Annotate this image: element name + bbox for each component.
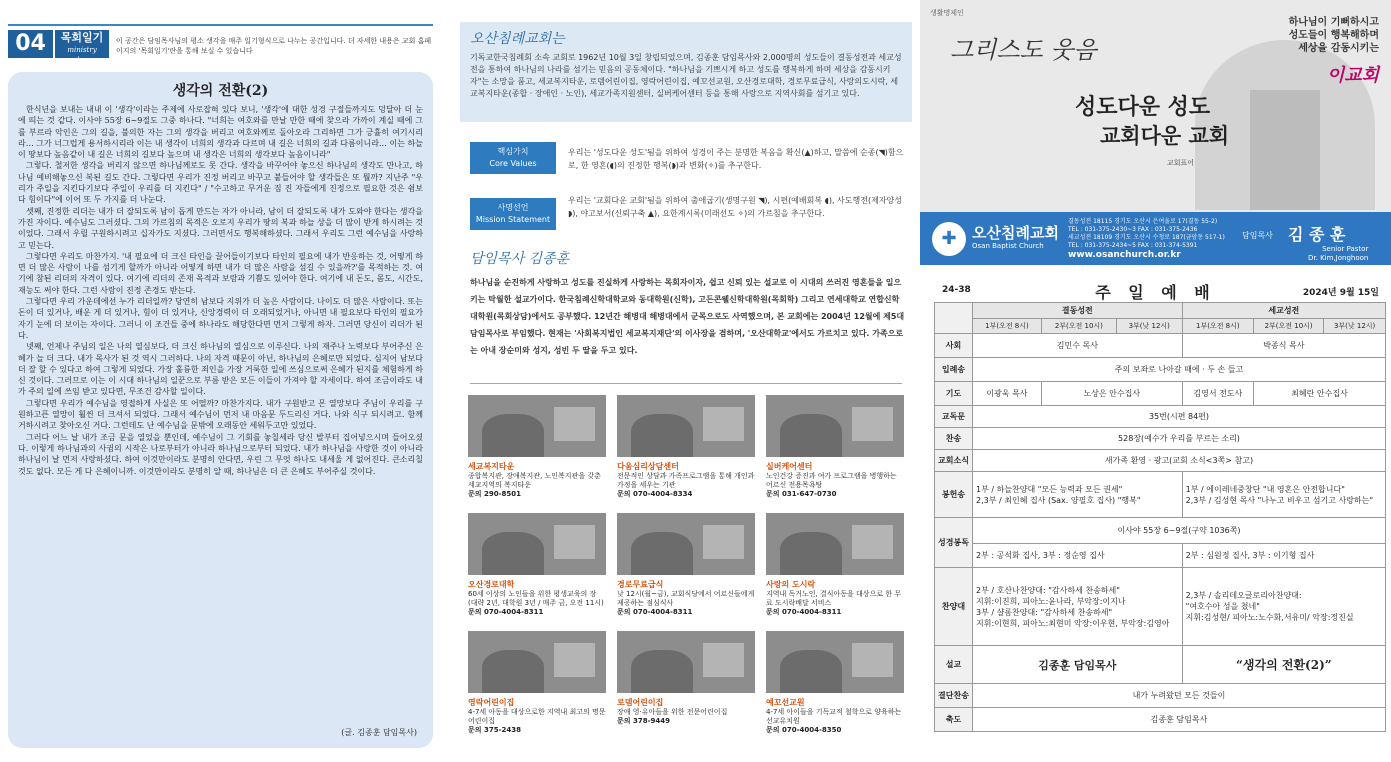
ministry-phone: 문의 070-4004-8311	[766, 608, 842, 616]
row-label: 사회	[935, 334, 973, 358]
mission-badge	[470, 198, 556, 230]
ministry-title: 다움심리상담센터	[617, 462, 679, 471]
service-time: 3부(낮 12시)	[1324, 319, 1386, 334]
service-time: 2부(오전 10시)	[1041, 319, 1116, 334]
ministry-card	[766, 395, 904, 507]
slogan-line: 세상을 감동시키는	[1298, 43, 1379, 54]
ministry-title: 세교복지타운	[468, 462, 515, 471]
tel-line: TEL : 031-375-2434~5 FAX : 031-374-5391	[1068, 242, 1198, 249]
slogan	[1289, 16, 1379, 87]
ministry-phone: 문의 375-2438	[468, 726, 521, 734]
core-values-text: 우리는 '성도다운 성도'됨을 위하여 성경이 주는 분명한 복음을 확신(▲)하고, 말씀에 순종(◥)함으로, 한 영혼(◖)의 진정한 행복(◗)과 변화(✧)를 추구한다.	[568, 148, 904, 170]
ministry-desc: 전문적인 상담과 가족프로그램을 통해 개인과 가정을 세우는 기관	[617, 472, 755, 489]
row-value: 노상은 안수집사	[1041, 382, 1182, 406]
church-name: 오산침례교회	[972, 224, 1059, 242]
offer-line: 2,3부 / 최인혜 집사 (Sax. 양필호 집사) "행복"	[976, 495, 1141, 505]
service-time: 3부(낮 12시)	[1116, 319, 1182, 334]
worship-order-table	[934, 302, 1386, 732]
bio-title: 담임목사 김종훈	[470, 251, 570, 267]
row-value	[973, 568, 1183, 646]
choir-line: 3부 / 샬롬찬양대: "감사하세 찬송하세"	[976, 607, 1113, 617]
page-church-intro	[460, 0, 912, 762]
column-header	[8, 22, 433, 62]
row-value: 내가 누려왔던 모든 것들이	[973, 684, 1386, 708]
article-paragraph: 그렇다. 철저한 생각을 버리지 않으면 하나님께로도 못 간다. 생각을 바꾸어야 놓으신 하나님의 생각도 만나고, 하나님 예비해놓으신 복된 길도 간다. 그렇다면 우리가 진정 버리고 바꾸고 붙들어야 할 생각들은 또 뭘까? 지난주 "우리가 주일을 지킨다기보다 주일이 우리를 더 지킨다" / "수고하고 무거운 짐 진 자들에게 진정으로 필요한 것은 쉼보다 힘이다"에 이어 또 두 가지를 더 나눈다.	[18, 161, 423, 205]
row-value: 박종식 목사	[1182, 334, 1385, 358]
pastor-bio	[470, 248, 906, 359]
ministry-title: 경로무료급식	[617, 580, 664, 589]
article-paragraph: 그렇다면 우리 가운데에선 누가 리더일까? 당연히 남보다 지위가 더 높은 사람이다. 나이도 더 많은 사람이다. 또는 돈이 더 있거나, 배운 게 더 있거나, 힘이 더 있거나, 신앙경력이 더 오래되었거나, 아니면 내 필요보다 타인의 필요가 자기 눈에 더 보이는 자이다. 그러니 이 조건들 중에 하나라도 해당한다면 먼저 그렇게 하자. 그러면 당신이 리더가 된다.	[18, 297, 423, 340]
ministry-phone: 문의 070-4004-8311	[468, 608, 544, 616]
campus-header: 세교성전	[1182, 303, 1385, 319]
church-info-bar	[920, 212, 1391, 265]
ministry-photo	[766, 513, 904, 575]
blank-header	[935, 303, 973, 334]
church-address	[1068, 218, 1238, 250]
ministry-desc: 4-7세 아동을 대상으로한 지역내 최고의 명문 어린이집	[468, 708, 606, 725]
core-values-label: 핵심가치	[497, 147, 529, 156]
row-value: 이광욱 목사	[973, 382, 1042, 406]
week-number: 24-38	[942, 285, 971, 295]
pastor-role-en: Senior Pastor	[1322, 245, 1369, 253]
ministry-desc: 장애 영·유아들을 위한 전문어린이집	[617, 708, 728, 716]
ministry-phone: 문의 290-8501	[468, 490, 521, 498]
church-intro-box	[460, 22, 912, 122]
choir-line: 2부 / 호산나찬양대: "감사하세 찬송하세"	[976, 585, 1120, 595]
ministry-phone: 문의 031-647-0730	[766, 490, 837, 498]
ministry-desc: 지역내 독거노인, 결식아동을 대상으로 한 무료 도시락배달 서비스	[766, 590, 902, 607]
article-paragraph: 그렇다면 우리가 예수님을 영접하게 사실은 또 어떨까? 마찬가지다. 내가 구원받고 몬 열망보다 주님이 우리를 구원하고픈 열망이 훨씬 더 크셔서 되었다. 그래서 예수님이 먼저 내 마음문 두드리신 거다. 나와 식구 되시려고. 함께 거하시려고 찾아오신 거다. 그런데도 난 예수님을 문밖에 오래동안 세워두고만 있었다.	[18, 398, 423, 431]
tel-line: TEL : 031-375-2430~3 FAX : 031-375-2436	[1068, 226, 1198, 233]
ministry-title: 예꼬선교원	[766, 698, 805, 707]
choir-line: 지휘:이현희, 피아노:최현미 악장:이우현, 부악장:김영아	[976, 618, 1170, 628]
row-value: 김영서 전도사	[1182, 382, 1253, 406]
ministry-phone: 문의 070-4004-8350	[766, 726, 842, 734]
article-paragraph: 셋째, 진정한 리더는 내가 더 잘되도록 남이 돕게 만드는 자가 아니라, 남이 더 잘되도록 내가 도와야 한다는 생각을 가진 자이다. 예수님도 그러셨다. 그의 가르침의 목적은 오로지 우리가 땅의 복과 하늘 상을 더 많이 받게 하시려는 것이었다. 그래서 우릴 구원하시려고 십자가도 지셨다. 그러면서도 행복해하셨다. 그래서 우리도 그런 예수님을 사랑하고 믿는다.	[18, 206, 423, 250]
ministry-card	[468, 631, 606, 743]
row-label: 성경봉독	[935, 518, 973, 568]
section-divider	[470, 383, 902, 384]
ministry-title: 오산경로대학	[468, 580, 515, 589]
core-values-badge	[470, 142, 556, 174]
row-label: 기도	[935, 382, 973, 406]
ministry-photo	[766, 631, 904, 693]
article-paragraph: 그러다 어느 날 내가 조금 문을 열었을 뿐인데, 예수님이 그 기회를 놓칠세라 당신 발부터 집어넣으시며 들어오셨다. 이렇게 하나님과의 사귐의 시작은 나로부터가 아니라 하나님으로부터 되었다. 내가 하나님을 사랑한 것이 아니라 하나님이 날 먼저 사랑하셨다. 하여 이것만이라도 분명히 안다면, 우린 그 무엇 하나도 내세울 게 없어진다. 큰소리칠 것도 없다. 모든 게 다 은혜이니까. 이것만이라도 분명히 알 때, 하나님은 더 큰 은혜도 부어주실 것이다.	[18, 432, 423, 476]
mission-label-en: Mission Statement	[475, 215, 551, 224]
row-value: 35번(시편 84편)	[973, 406, 1386, 428]
slogan-logo: 이교회	[1326, 65, 1379, 86]
ministry-desc: 종합복지관, 장애복지관, 노인복지관을 갖춘 세교지역의 복지타운	[468, 472, 601, 489]
worship-date: 2024년 9월 15일	[1302, 288, 1379, 298]
pastor-fullname-en: Dr. Kim,Jonghoon	[1308, 254, 1369, 262]
row-label: 축도	[935, 708, 973, 732]
ministry-photo	[468, 513, 606, 575]
service-time: 2부(오전 10시)	[1253, 319, 1323, 334]
choir-line: "여호수아 성을 쳤네"	[1185, 602, 1260, 611]
article-paragraph: 한식년을 보내는 내내 이 '생각'이라는 주제에 사로잡혀 있다 보니, '생각'에 대한 성경 구절들까지도 덩달아 더 눈에 띄는 것 같다. 이사야 55장 6~9절도 그중 하나다. "너희는 여호와를 만날 만한 때에 찾으라 가까이 계실 때에 그를 부르라 악인은 그의 길을, 불의한 자는 그의 생각을 버리고 여호와께로 돌아오라 그리하면 그가 긍휼히 여기시리라… 그가 너그럽게 용서하시리라 이는 내 생각이 너희의 생각과 다르며 내 길은 너희의 길과 다름이니라… 이는 하늘이 땅보다 높음같이 내 길은 너희의 길보다 높으며 내 생각은 너희의 생각보다 높음이니라"	[18, 105, 423, 160]
article-paragraph: 넷째, 언제나 주님의 일은 나의 열심보다, 더 크신 하나님의 열심으로 이루신다. 나의 재주나 노력보다 부어주신 은혜가 늘 더 크다. 내가 목사가 된 것 역시 그러하다. 나의 자격 때문이 아닌, 하나님의 은혜로만 되었다. 심지어 남보다 더 잘 할 수 있다고 하여 그렇게 되었다. 가장 훌륭한 죄인을 가장 거룩한 일에 쓰심으로써 은혜가 된지를 체험하게 하신 것이다. 그러므로 이는 이 시대 하나님의 일꾼으로 부름 받은 모든 이들이 가져야 할 자세이다. 하여 조금이라도 내가 주의 일에 쓰임 받고 있다면, 무조건 감사할 일이다.	[18, 342, 423, 397]
offer-line: 1부 / 하늘찬양대 "모든 능력과 모든 권세"	[976, 484, 1123, 494]
row-label: 찬양대	[935, 568, 973, 646]
motto-line-2: 교회다운 교회	[1100, 124, 1230, 148]
bio-text: 하나님을 순진하게 사랑하고 성도를 진실하게 사랑하는 목회자이자, 쉽고 신뢰 있는 설교로 이 시대의 쓰러진 영혼들을 일으키는 탁월한 설교가이다. 한국침례신학대학교와 동대학원(신학), 고든콘웰신학대학원(목회학) 그리고 연세대학교 연합신학대학원(목회상담)에서도 공부했다. 12년간 해병대 해병대에서 군목으로도 사역했으며, 본 교회에는 2004년 12월에 제5대 담임목사로 부임했다. 현재는 '사회복지법인 세교복지재단'의 이사장을 겸하며, '오산대학교'에서도 가르치고 있다. 가족으로는 아내 장순미와 성지, 성빈 두 딸을 두고 있다.	[470, 278, 905, 355]
row-value: 2부 : 공석화 집사, 3부 : 정순영 집사	[973, 544, 1183, 568]
column-title: 목회일기	[60, 31, 104, 44]
core-values-label-en: Core Values	[489, 159, 537, 168]
mission-text: 우리는 '교회다운 교회'됨을 위하여 출애굽기(생명구원 ◥), 시편(예배회복 ◖), 사도행전(제자양성 ◗), 야고보서(신뢰구축 ▲), 요한계시록(미래선도 ✧)의 가르침을 추구한다.	[568, 196, 903, 218]
pastor-title: 담임목사	[1242, 231, 1273, 240]
article-title: 생각의 전환(2)	[172, 83, 269, 99]
church-tower-illustration	[1250, 90, 1320, 210]
ministry-card	[468, 395, 606, 507]
sermon-pastor: 김종훈 담임목사	[973, 646, 1183, 684]
row-label: 교회소식	[935, 450, 973, 472]
pastor-name-en	[1308, 245, 1368, 263]
choir-line: 2,3부 / 솔리데오글로리아찬양대:	[1185, 591, 1302, 600]
column-description: 이 공간은 담임목사님의 평소 생각을 매주 일기형식으로 나누는 공간입니다. 더 자세한 내용은 교회 홈페이지의 '목회일기'란을 통해 보실 수 있습니다	[116, 37, 432, 55]
ministry-photo	[617, 395, 755, 457]
slogan-line: 성도들이 행복해하며	[1288, 30, 1379, 41]
header-rule	[8, 24, 433, 26]
church-logo-icon: ✚	[932, 222, 966, 256]
column-subtitle: ministry column	[67, 46, 97, 64]
small-logo-text: 생활명제인	[930, 9, 964, 17]
ministry-card	[468, 513, 606, 625]
ministry-desc: 낮 12시(월~금), 교회식당에서 어르신들에게 제공하는 점심식사	[617, 590, 755, 607]
motto-line-1: 성도다운 성도	[1075, 95, 1211, 120]
row-value: 최혜란 안수집사	[1253, 382, 1385, 406]
offer-line: 1부 / 에이레네중창단 "내 영혼은 안전합니다"	[1185, 484, 1345, 494]
choir-line: 지휘:김성현/ 피아노:노수화,서유미/ 악장:정진실	[1185, 613, 1354, 622]
service-time: 1부(오전 8시)	[1182, 319, 1253, 334]
article-box	[8, 72, 433, 748]
ministry-photo	[468, 395, 606, 457]
worship-title: 주 일 예 배	[1095, 283, 1216, 302]
row-label: 설교	[935, 646, 973, 684]
ministry-card	[766, 631, 904, 743]
row-value: 2부 : 심원정 집사, 3부 : 이기형 집사	[1182, 544, 1385, 568]
ministry-phone: 문의 070-4004-8311	[617, 608, 693, 616]
article-paragraph: 그렇다면 우리도 마찬가지. '내 필요에 더 크신 타인을 끌어들이기보다 타인의 필요에 내가 반응하는 것, 어떻게 하면 더 많은 사람이 나를 섬기게 할까가 아니라 어떻게 하면 내가 더 많은 사람을 섬길 수 있을까?'를 목적하는 것. 여기에 참된 리더의 자격이 있다. 여기에 리더의 존재 목적과 보람과 기쁨도 있어야 한다. 여기에 내 돈도, 몸도, 시간도, 재능도 써야 한다. 그런 사람이 진정 존경도 받는다.	[18, 251, 423, 295]
row-label: 찬송	[935, 428, 973, 450]
row-label: 봉헌송	[935, 472, 973, 518]
row-value	[973, 472, 1183, 518]
ministry-phone: 문의 378-9449	[617, 717, 670, 725]
ministry-desc: 60세 이상의 노인들을 위한 평생교육의 장 (대략 2년, 대학원 3년 / 매주 금, 오전 11시)	[468, 590, 604, 607]
intro-text: 기독교한국침례회 소속 교회로 1962년 10월 3일 창립되었으며, 김종훈 담임목사와 2,000명의 성도들이 결동성전과 세교성전을 통하여 하나님의 나라를 섬기는 믿음의 공동체이다. "하나님을 기쁘시게 하고 성도를 행복하게 하며 세상을 감동시키자"는 소망을 품고, 세교복지타운, 로뎀어린이집, 영락어린이집, 예꼬선교원, 오산경로대학, 경로무료급식, 사랑의도시락, 세교복지타운(종합 · 장애인 · 노인), 세교가족지원센터, 실버케어센터 등을 통해 사랑으로 지역사회를 섬기고 있다.	[470, 53, 902, 98]
page-worship-order	[920, 0, 1391, 762]
ministry-photo	[468, 631, 606, 693]
address-line: 세교성전 18109 경기도 오산시 수청로 187(금암동 517-1)	[1068, 234, 1225, 241]
campus-header: 결동성전	[973, 303, 1183, 319]
ministry-title: 영락어린이집	[468, 698, 515, 707]
church-name-en: Osan Baptist Church	[972, 242, 1044, 250]
ministry-title: 사랑의 도시락	[766, 580, 816, 589]
ministry-phone: 문의 070-4004-8334	[617, 490, 693, 498]
ministry-photo	[766, 395, 904, 457]
row-value: 이사야 55장 6~9절(구약 1036쪽)	[973, 518, 1386, 544]
row-value: 김종훈 담임목사	[973, 708, 1386, 732]
motto-caption: 교회표어	[1167, 159, 1195, 167]
pastor-name: 김 종 훈	[1288, 225, 1346, 244]
row-value	[1182, 472, 1385, 518]
slogan-line: 하나님이 기뻐하시고	[1288, 17, 1379, 28]
ministry-title: 로뎀어린이집	[617, 698, 664, 707]
ministry-desc: 4-7세 아이들을 기독교적 철학으로 양육하는 선교유치원	[766, 708, 902, 725]
row-value: 528장(예수가 우리를 부르는 소리)	[973, 428, 1386, 450]
row-label: 교독문	[935, 406, 973, 428]
row-label: 입례송	[935, 358, 973, 382]
ministry-card	[766, 513, 904, 625]
cover-banner	[920, 0, 1391, 265]
mission-label: 사명선언	[497, 203, 529, 212]
address-line: 결동성전 18115 경기도 오산시 은여울로 17(결동 55-2)	[1068, 218, 1218, 225]
row-label: 결단찬송	[935, 684, 973, 708]
ministry-desc: 노인건강 증진과 여가 프로그램을 병행하는 어르신 전용목욕탕	[766, 472, 897, 489]
offer-line: 2,3부 / 김성현 목사 "나누고 비우고 섬기고 사랑하는"	[1185, 495, 1374, 505]
ministry-photo	[617, 513, 755, 575]
row-value: 주의 보좌로 나아갈 때에 · 두 손 들고	[973, 358, 1386, 382]
ministry-card	[617, 513, 755, 625]
page-number: 04	[8, 30, 53, 58]
intro-title: 오산침례교회는	[470, 31, 565, 47]
article-signature: (글. 김종훈 담임목사)	[341, 728, 417, 737]
ministry-card	[617, 395, 755, 507]
ministry-card	[617, 631, 755, 743]
church-website[interactable]: www.osanchurch.or.kr	[1068, 250, 1181, 260]
row-value: 김민수 목사	[973, 334, 1183, 358]
sermon-title: “생각의 전환(2)”	[1182, 646, 1385, 684]
ministry-photo	[617, 631, 755, 693]
page-ministry-column	[0, 0, 444, 762]
calligraphy: 그리스도 웃음	[950, 36, 1097, 64]
choir-line: 지휘:이진희, 피아노:윤나라, 부악장:이지나	[976, 596, 1126, 606]
row-value: 새가족 환영 · 광고(교회 소식<3쪽> 참고)	[973, 450, 1386, 472]
column-title-box	[55, 30, 109, 64]
ministry-title: 실버케어센터	[766, 462, 813, 471]
service-time: 1부(오전 8시)	[973, 319, 1042, 334]
row-value	[1182, 568, 1385, 646]
